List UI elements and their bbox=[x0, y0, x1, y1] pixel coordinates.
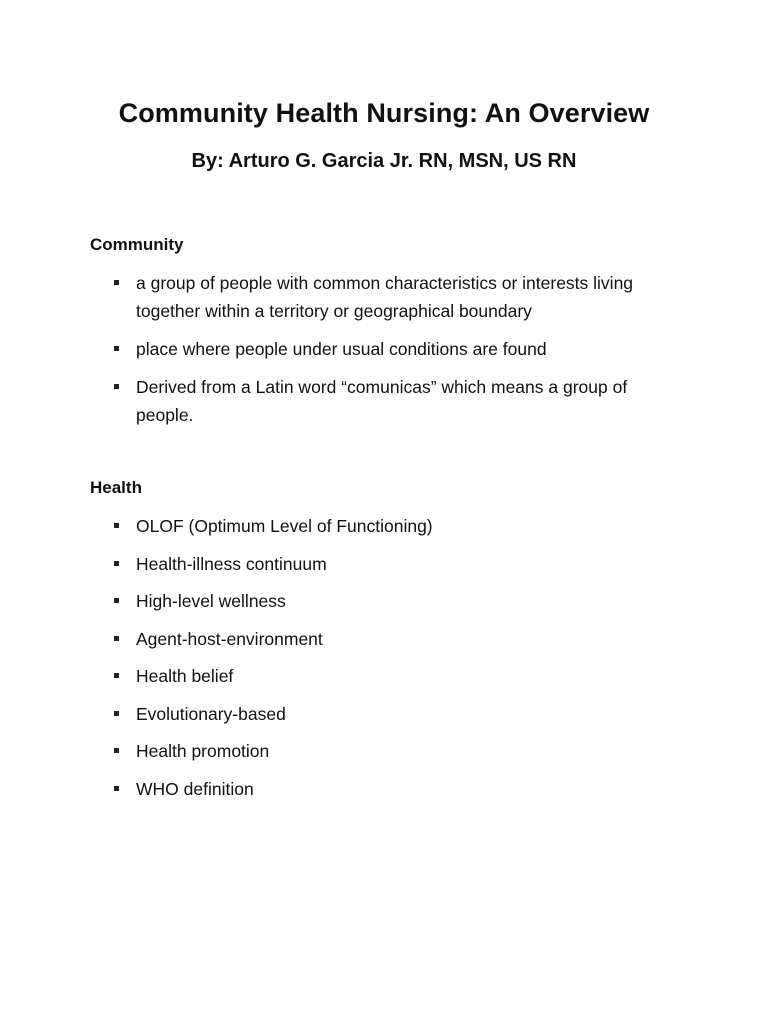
section-heading-health: Health bbox=[90, 478, 142, 497]
square-bullet-icon bbox=[114, 561, 119, 566]
community-bullet-list bbox=[0, 269, 768, 439]
list-item bbox=[0, 737, 768, 765]
list-item-text: Health belief bbox=[136, 666, 234, 686]
list-item-text: High-level wellness bbox=[136, 591, 286, 611]
list-item-text: a group of people with common characteristics or interests living together within a territory or geographical boundary bbox=[136, 273, 634, 321]
list-item-text: place where people under usual conditions are found bbox=[136, 339, 547, 359]
list-item bbox=[0, 700, 768, 728]
square-bullet-icon bbox=[114, 636, 119, 641]
square-bullet-icon bbox=[114, 280, 119, 285]
list-item-text: Evolutionary-based bbox=[136, 703, 286, 724]
list-item-text: Health promotion bbox=[136, 741, 270, 761]
list-item bbox=[0, 550, 768, 578]
document-title: Community Health Nursing: An Overview bbox=[118, 98, 650, 128]
list-item-text: OLOF (Optimum Level of Functioning) bbox=[136, 516, 433, 536]
section-heading-community: Community bbox=[90, 235, 184, 254]
list-item bbox=[0, 662, 768, 690]
square-bullet-icon bbox=[114, 598, 119, 603]
square-bullet-icon bbox=[114, 748, 119, 753]
list-item bbox=[0, 587, 768, 615]
square-bullet-icon bbox=[114, 346, 119, 351]
list-item-text: Agent-host-environment bbox=[136, 628, 323, 649]
list-item bbox=[0, 512, 768, 540]
health-bullet-list bbox=[0, 512, 768, 812]
square-bullet-icon bbox=[114, 711, 119, 716]
square-bullet-icon bbox=[114, 673, 119, 678]
list-item-text: Health-illness continuum bbox=[136, 553, 327, 574]
list-item-text: WHO definition bbox=[136, 778, 254, 799]
list-item bbox=[0, 775, 768, 803]
square-bullet-icon bbox=[114, 786, 119, 791]
list-item bbox=[0, 335, 768, 363]
list-item-text: Derived from a Latin word “comunicas” which means a group of people. bbox=[136, 377, 628, 425]
list-item bbox=[0, 373, 768, 429]
square-bullet-icon bbox=[114, 384, 119, 389]
document-author-line: By: Arturo G. Garcia Jr. RN, MSN, US RN bbox=[191, 150, 577, 172]
list-item bbox=[0, 625, 768, 653]
list-item bbox=[0, 269, 768, 325]
square-bullet-icon bbox=[114, 523, 119, 528]
